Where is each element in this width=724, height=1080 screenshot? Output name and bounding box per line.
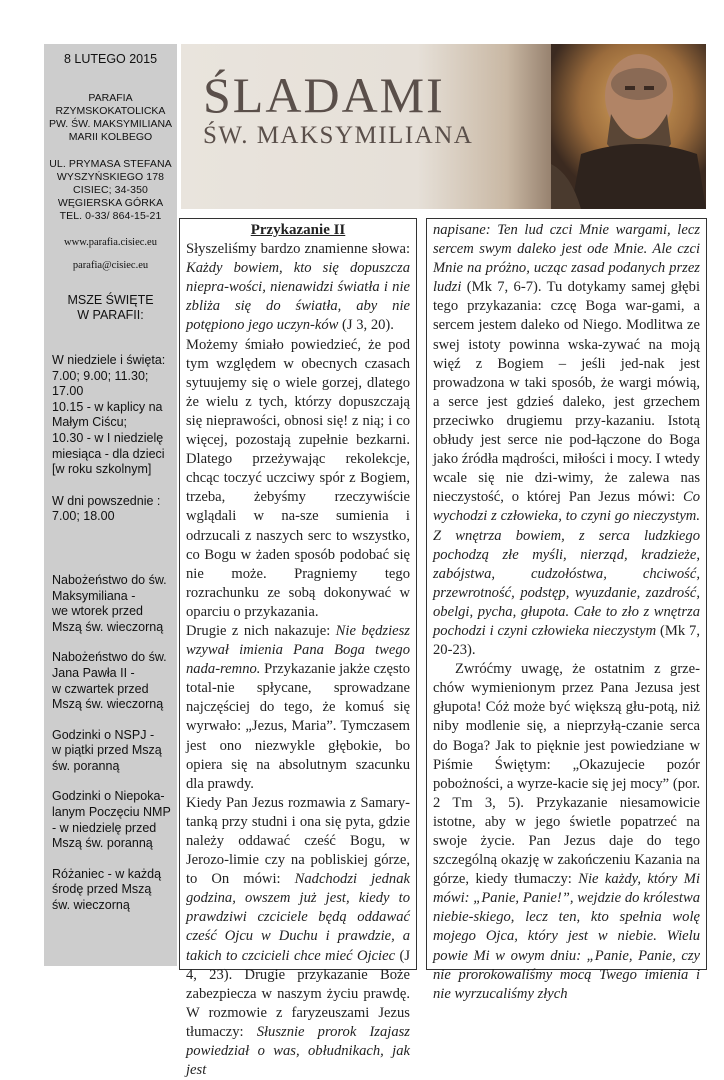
website-link[interactable]: www.parafia.cisiec.eu <box>64 237 157 248</box>
sunday-title: W niedziele i święta: <box>52 353 166 367</box>
issue-date: 8 LUTEGO 2015 <box>63 52 158 66</box>
text-run: Kiedy Pan Jezus rozmawia z Samary-tanką przy studni i ona się pyta, gdzie należy oddawać cześć Bogu, w Jerozo-limie czy na pobliskiej górze, to On mówi: <box>186 794 410 888</box>
parish-line: RZYMSKOKATOLICKA <box>55 105 166 117</box>
paragraph <box>186 622 410 794</box>
devotion-line: we wtorek przed <box>52 604 144 619</box>
devotion-line: św. poranną <box>52 758 120 773</box>
address-line: CISIEC; 34-350 <box>73 184 148 196</box>
article-column-2 <box>426 218 707 1002</box>
article-column-1 <box>179 218 417 1079</box>
address-line: UL. PRYMASA STEFANA <box>49 158 172 170</box>
article-heading: Przykazanie II <box>250 222 346 238</box>
address-line: WĘGIERSKA GÓRKA <box>57 197 164 209</box>
sidebar <box>44 44 177 966</box>
devotion-title: Różaniec - <box>52 866 112 881</box>
scripture-quote: Nie każdy, który Mi mówi: „Panie, Panie!”, wejdzie do królestwa niebie-skiego, lecz ten, kto spełnia wolę mojego Ojca, który jest w niebie. Wielu powie Mi w owym dniu: „Panie, Panie, czy nie prorokowaliśmy mocą Twego imienia i nie wyrzucaliśmy złych <box>433 871 701 1002</box>
parish-line: MARII KOLBEGO <box>68 131 153 143</box>
scripture-quote: Każdy bowiem, kto się dopuszcza niepra-wości, nienawidzi światła i nie zbliża się do światła, aby nie potępiono jego uczyn-ków <box>186 260 410 334</box>
devotion-line: Mszą św. wieczorną <box>52 697 164 712</box>
schedule-line: 7.00; 18.00 <box>52 509 115 524</box>
parish-name <box>48 92 173 144</box>
text-run: Przykazanie jakże często total-nie spłycane, sprowadzane najczęściej do tego, że komuś się wyrwało: „Jezus, Maria”. Tymczasem jest ono niezwykle głębokie, bo opiera się na absolutnym szacunku dla prawdy. <box>186 661 410 792</box>
devotion-title: Jana Pawła II <box>52 665 128 680</box>
devotion-line: - w niedzielę przed <box>52 820 157 835</box>
paragraph <box>186 794 410 1080</box>
scripture-quote: Nie będziesz wzywał imienia Pana Boga twego nada-remno. <box>186 622 410 678</box>
devotion-suffix: - <box>127 588 136 603</box>
masses-heading-line: MSZE ŚWIĘTE <box>67 293 154 307</box>
masses-heading-line: W PARAFII: <box>77 308 144 322</box>
devotion-nmp <box>48 789 173 851</box>
devotion-suffix: - <box>127 665 135 680</box>
saint-mosaic-image <box>551 44 706 209</box>
schedule-line: [w roku szkolnym] <box>52 462 152 477</box>
scripture-quote: Co wychodzi z człowieka, to czyni go nieczystym. Z wnętrza bowiem, z serca ludzkiego pochodzą złe myśli, nierząd, kradzieże, zabójstwa, cudzołóstwa, chciwość, przewrotność, podstęp, wyuzdanie, zazdrość, obelgi, pycha, głupota. Całe to zło z wnętrza pochodzi i czyni człowieka nieczystym <box>433 489 700 639</box>
devotion-line: Mszą św. poranną <box>52 836 153 851</box>
text-run: Drugie z nich nakazuje: <box>186 622 336 639</box>
sunday-masses <box>48 353 173 478</box>
devotion-title: Godzinki o NSPJ <box>52 727 147 742</box>
banner-subtitle: ŚW. MAKSYMILIANA <box>203 122 474 149</box>
devotion-nspj <box>48 728 173 775</box>
parish-address <box>48 158 173 223</box>
parish-line: PW. ŚW. MAKSYMILIANA <box>48 118 173 130</box>
devotion-title: lanym Poczęciu NMP <box>52 805 171 820</box>
email-link[interactable]: parafia@cisiec.eu <box>72 260 149 271</box>
devotion-rosary <box>48 867 173 914</box>
devotion-maksymilian <box>48 573 173 635</box>
scripture-reference: (J 4, 23). Drugie przykazanie Boże zabezpiecza w naszym życiu prawdę. W rozmowie z faryzeuszami Jezus tłumaczy: <box>186 947 410 1040</box>
scripture-quote: napisane: Ten lud czci Mnie wargami, lecz sercem swym daleko jest ode Mnie. Ale czci Mnie na próżno, ucząc zasad podanych przez ludzi <box>433 222 700 296</box>
devotion-title: Nabożeństwo do św. <box>52 572 167 587</box>
scripture-reference: (J 3, 20). <box>338 317 394 334</box>
paragraph <box>433 660 700 1004</box>
text-run: (Mk 7, 6-7). Tu dotykamy samej głębi tego przykazania: czcę Boga war-gami, a sercem jestem daleko od Niego. Modlitwa ze swej istoty powinna wska-zywać na moją więź z Bogiem – jeśli jed-nak jest prowadzona w taki sposób, że wargi mówią, a serce jest gdzieś daleko, jest grzechem przeciwko drugiemu przy-kazaniu. Istotą obłudy jest serce nie pod-łączone do Boga jako źródła mądrości, miłości i mocy. I wtedy wcale się nie dzi-wimy, że zalewa nas nieczystość, o której Pan Jezus mówi: <box>433 279 700 506</box>
header-banner <box>181 44 706 209</box>
address-line: WYSZYŃSKIEGO 178 <box>56 171 165 183</box>
scripture-quote: Słusznie prorok Izajasz powiedział o was, obłudnikach, jak jest <box>186 1023 410 1079</box>
phone-line: TEL. 0-33/ 864-15-21 <box>59 210 162 222</box>
masses-heading <box>48 293 173 323</box>
devotion-title: Godzinki o Niepoka- <box>52 789 165 804</box>
devotion-line: Mszą św. wieczorną <box>52 619 164 634</box>
schedule-line: 10.30 - w I niedzielę <box>52 430 164 445</box>
text-run: Słyszeliśmy bardzo znamienne słowa: <box>186 241 410 258</box>
devotion-jan-pawel <box>48 650 173 712</box>
parish-line: PARAFIA <box>88 92 133 104</box>
paragraph: Możemy śmiało powiedzieć, że pod tym względem w obecnych czasach sytuujemy się o wiele gorzej, dlatego że wielu z tych, którzy dopuszczają się nieprawości, obnosi się! z nią; i co więcej, pozostają zupełnie bezkarni. Dlatego przeżywając rekolekcje, chcąc toczyć uczciwy spór z Bogiem, trzeba, żebyśmy rzeczywiście wglądali w na-sze sumienia i odrzucali z naszych serc to wszystko, co Bogu w żaden sposób podobać się nie może. Pragniemy tego rozrachunku ze sobą dokonywać w oparciu o przykazania. <box>186 336 410 620</box>
devotion-line: św. wieczorną <box>52 898 130 913</box>
paragraph <box>433 221 700 660</box>
scripture-quote: Nadchodzi jednak godzina, owszem już jest, kiedy to prawdziwi czciciele będą oddawać cześć Ojcu w Duchu i prawdzie, a takich to czcicieli chce mieć Ojciec <box>186 871 410 964</box>
schedule-line: 7.00; 9.00; 11.30; <box>52 368 149 383</box>
devotion-title: Nabożeństwo do św. <box>52 650 167 665</box>
weekday-masses <box>48 494 173 525</box>
devotion-line: w piątki przed Mszą <box>52 743 162 758</box>
schedule-line: 17.00 <box>52 384 84 399</box>
devotion-line: w każdą <box>115 866 162 881</box>
devotion-title: Maksymiliana <box>52 588 128 603</box>
paragraph <box>186 240 410 335</box>
text-run: Zwróćmy uwagę, że ostatnim z grze-chów wymienionym przez Pana Jezusa jest głupota! Cóż może być większą głu-potą, niż niby modlenie się, a nieprzyłą-czanie serca do Boga? Jak to pięknie jest powiedziane w Piśmie Świętym: „Okazujecie pozór pobożności, a wyrze-kacie się jej mocy” (por. 2 Tm 3, 5). Przykazanie niesamowicie istotne, aby w jego świetle popatrzeć na swoje życie. Pan Jezus daje do tego szczególną okazję w zakończeniu Kazania na górze, kiedy tłumaczy: <box>433 661 700 888</box>
devotion-suffix: - <box>146 727 155 742</box>
weekday-title: W dni powszednie : <box>52 493 161 508</box>
banner-title: ŚLADAMI <box>203 67 445 123</box>
devotion-line: w czwartek przed <box>52 681 149 696</box>
schedule-line: 10.15 - w kaplicy na <box>52 399 163 414</box>
devotion-line: środę przed Mszą <box>52 882 152 897</box>
schedule-line: Małym Ciścu; <box>52 415 128 430</box>
scripture-reference: (Mk 7, 20-23). <box>433 622 700 659</box>
schedule-line: miesiąca - dla dzieci <box>52 446 165 461</box>
